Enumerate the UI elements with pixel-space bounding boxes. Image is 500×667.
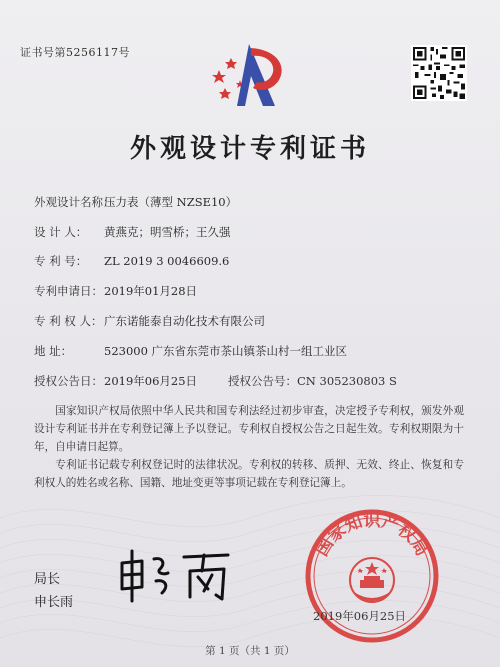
official-seal: [302, 506, 442, 646]
grant-number-value: CN 305230803 S: [297, 374, 397, 388]
designer-row: [34, 224, 231, 240]
director-name: 申长雨: [34, 595, 74, 610]
design-name-value: 压力表（薄型 NZSE10）: [104, 195, 238, 209]
cnipa-logo: [205, 36, 295, 116]
body-paragraph-2: 专利证书记载专利权登记时的法律状况。专利权的转移、质押、无效、终止、恢复和专利权人的姓名或名称、国籍、地址变更等事项记载在专利登记簿上。: [34, 459, 464, 489]
page-number: 第 1 页（共 1 页）: [205, 645, 295, 657]
patentee-row: [34, 313, 265, 329]
grant-number-label: 授权公告号：: [228, 374, 297, 388]
certificate-title: 外观设计专利证书: [129, 134, 370, 164]
design-name-label: 外观设计名称：: [34, 195, 115, 209]
designer-value: 黄燕克；明雪桥；王久强: [104, 225, 231, 239]
grant-date-value: 2019年06月25日: [104, 374, 198, 388]
director-title: 局长: [34, 572, 61, 587]
design-name-row: [34, 194, 237, 210]
filing-date-row: [34, 283, 197, 299]
qr-code-icon: [411, 45, 467, 101]
grant-date-row: [34, 373, 197, 389]
director-signature: [112, 545, 242, 605]
filing-date-label: 专利申请日：: [34, 284, 103, 298]
filing-date-value: 2019年01月28日: [104, 284, 198, 298]
seal-date: 2019年06月25日: [313, 609, 407, 623]
patentee-label: 专 利 权 人：: [34, 314, 103, 328]
patentee-value: 广东诺能泰自动化技术有限公司: [104, 314, 265, 328]
patent-number-value: ZL 2019 3 0046609.6: [104, 254, 230, 268]
seal-text: 国家知识产权局: [312, 511, 432, 560]
svg-text:国家知识产权局: [312, 511, 432, 560]
address-row: [34, 343, 347, 359]
certificate-body: [34, 402, 464, 492]
designer-label: 设 计 人：: [34, 225, 88, 239]
grant-number-row: [228, 373, 397, 389]
patent-number-label: 专 利 号：: [34, 254, 88, 268]
address-label: 地 址：: [34, 344, 73, 358]
patent-number-row: [34, 253, 229, 269]
certificate-number: 证书号第5256117号: [20, 46, 130, 59]
body-paragraph-1: 国家知识产权局依照中华人民共和国专利法经过初步审查，决定授予专利权，颁发外观设计专利证书并在专利登记簿上予以登记。专利权自授权公告之日起生效。专利权期限为十年，自申请日起算。: [34, 405, 464, 453]
address-value: 523000 广东省东莞市茶山镇茶山村一组工业区: [104, 344, 348, 358]
star-icon: [212, 58, 244, 99]
national-emblem-icon: [350, 558, 394, 602]
grant-date-label: 授权公告日：: [34, 374, 103, 388]
